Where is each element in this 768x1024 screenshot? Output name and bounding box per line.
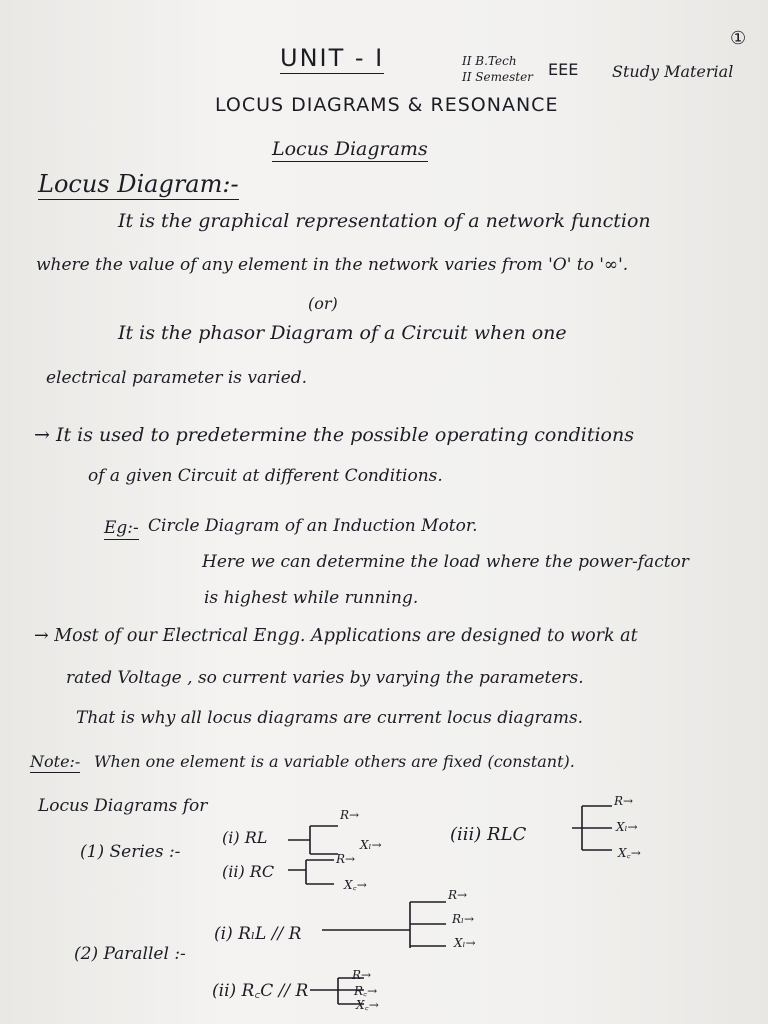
note-text: When one element is a variable others are fixed (constant).	[94, 752, 575, 771]
series-rl-r-label: R→	[340, 808, 360, 822]
section-title: Locus Diagrams	[272, 138, 428, 160]
parallel-rc-label: (ii) R꜀C // R	[212, 981, 309, 1001]
point-1-line-2: of a given Circuit at different Conditions.	[88, 466, 443, 486]
series-rlc-r-label: R→	[614, 794, 634, 808]
series-rl-xl-label: Xₗ→	[360, 838, 382, 852]
definition-line-3: It is the phasor Diagram of a Circuit when one	[118, 322, 567, 344]
parallel-rc-rc-label: R꜀→	[354, 984, 378, 998]
point-2-line-1: → Most of our Electrical Engg. Applications are designed to work at	[34, 626, 638, 646]
parallel-rl-xl-label: Xₗ→	[454, 936, 476, 950]
parallel-rc-xc-label: X꜀→	[356, 998, 379, 1012]
chapter-title: LOCUS DIAGRAMS & RESONANCE	[215, 94, 559, 116]
page-number: ①	[730, 28, 747, 49]
example-line-3: is highest while running.	[204, 588, 419, 608]
definition-or: (or)	[308, 294, 338, 313]
series-rl-label: (i) RL	[222, 828, 268, 847]
series-rlc-label: (iii) RLC	[450, 824, 527, 845]
example-label: Eg:-	[104, 518, 139, 538]
course-year: II B.Tech	[462, 54, 517, 68]
course-semester: II Semester	[462, 70, 533, 84]
unit-title: UNIT - I	[280, 44, 385, 72]
parallel-rl-rl-label: Rₗ→	[452, 912, 475, 926]
example-line-2: Here we can determine the load where the power-factor	[202, 552, 689, 572]
parallel-label: (2) Parallel :-	[74, 944, 186, 964]
note-label: Note:-	[30, 752, 81, 771]
definition-line-2: where the value of any element in the network varies from 'O' to '∞'.	[36, 255, 629, 275]
series-rlc-xl-label: Xₗ→	[616, 820, 638, 834]
definition-line-1: It is the graphical representation of a network function	[118, 210, 651, 232]
series-label: (1) Series :-	[80, 842, 181, 862]
definition-line-4: electrical parameter is varied.	[46, 368, 308, 388]
point-2-line-3: That is why all locus diagrams are current locus diagrams.	[76, 708, 584, 728]
parallel-rl-label: (i) RₗL // R	[214, 924, 302, 944]
study-material-label: Study Material	[612, 62, 734, 81]
point-2-line-2: rated Voltage , so current varies by varying the parameters.	[66, 668, 584, 688]
series-rlc-xc-label: X꜀→	[618, 846, 641, 860]
branch-label: EEE	[548, 60, 579, 79]
parallel-rc-r-label: R→	[352, 968, 372, 982]
parallel-rl-r-label: R→	[448, 888, 468, 902]
point-1-line-1: → It is used to predetermine the possible operating conditions	[34, 424, 634, 446]
series-rc-xc-label: X꜀→	[344, 878, 367, 892]
locus-for-heading: Locus Diagrams for	[38, 796, 208, 816]
series-rc-label: (ii) RC	[222, 862, 275, 881]
definition-heading: Locus Diagram:-	[38, 170, 239, 198]
example-line-1: Circle Diagram of an Induction Motor.	[148, 516, 478, 536]
series-rc-r-label: R→	[336, 852, 356, 866]
